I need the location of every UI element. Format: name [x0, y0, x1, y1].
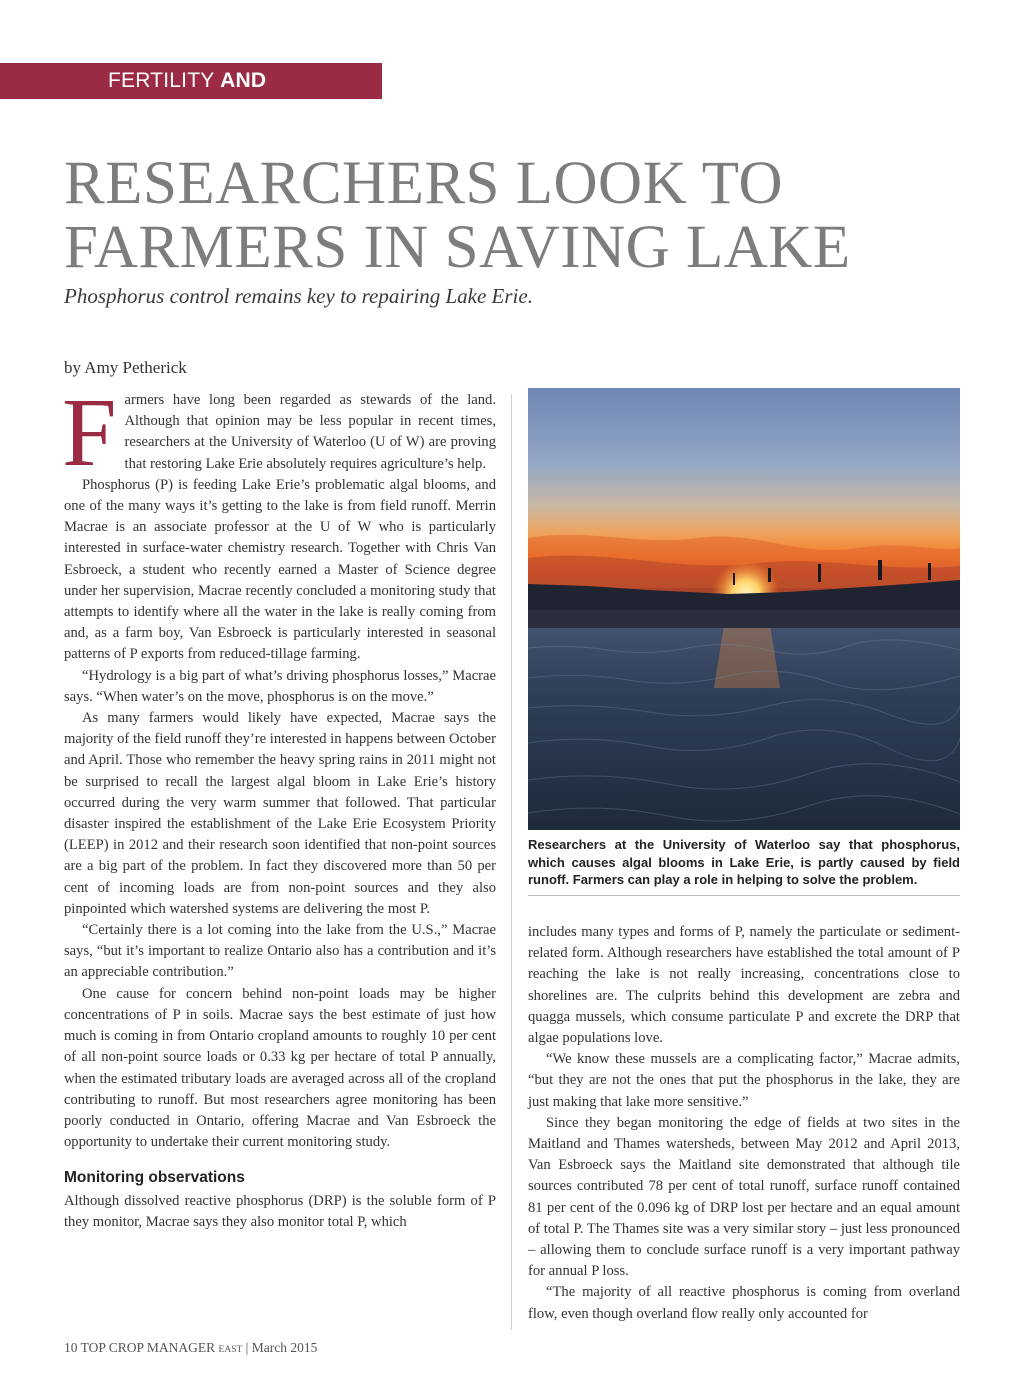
footer-separator: | — [245, 1340, 249, 1355]
paragraph-7: Although dissolved reactive phosphorus (DRP) is the soluble form of P they monitor, Macrae says they also monitor total P, which — [64, 1192, 496, 1230]
section-banner — [0, 63, 382, 128]
headline-line-1: RESEARCHERS LOOK TO — [64, 150, 784, 217]
magazine-name: TOP CROP MANAGER — [80, 1340, 216, 1355]
article-column-1 — [62, 379, 496, 1233]
paragraph-4: As many farmers would likely have expected, Macrae says the majority of the field runoff they’re interested in happens between October and April. Those who remember the heavy spring rains in 2011 might not be surprised to recall the largest algal bloom in Lake Erie’s history occurred during the very warm summer that followed. That particular disaster inspired the establishment of the Lake Erie Ecosystem Priority (LEEP) in 2012 and their research soon identified that non-point sources are a big part of the problem. In fact they discovered more than 50 per cent of incoming loads are from non-point sources and they also pinpointed which watershed systems are delivering the most P. — [64, 710, 496, 917]
page-number: 10 — [64, 1340, 78, 1355]
headline — [64, 152, 964, 280]
paragraph-1: Farmers have long been regarded as stewards of the land. Although that opinion may be less popular in recent times, researchers at the University of Waterloo (U of W) are proving that restoring Lake Erie absolutely requires agriculture’s help. — [62, 379, 496, 487]
issue-date: March 2015 — [251, 1340, 318, 1355]
paragraph-2: Phosphorus (P) is feeding Lake Erie’s problematic algal blooms, and one of the many ways it’s getting to the lake is from field runoff. Merrin Macrae is an associate professor at the U of W who is particularly interested in surface-water chemistry research. Together with Chris Van Esbroeck, a student who recently earned a Master of Science degree under her supervision, Macrae recently concluded a monitoring study that attempts to identify where all the water in the lake is really coming from and, as a farm boy, Van Esbroeck is particularly interested in seasonal patterns of P exports from reduced-tillage farming. — [64, 476, 496, 663]
section-label-light: FERTILITY — [108, 69, 215, 92]
paragraph-8: includes many types and forms of P, namely the particulate or sediment-related form. Although researchers have established the total amount of P reaching the lake is not really increasing, concentrations close to shorelines are. The culprits behind this development are zebra and quagga mussels, which consume particulate P and excrete the DRP that algae populations love. — [528, 924, 960, 1047]
section-label-bold: AND NUTRIENTS — [108, 69, 267, 128]
byline: by Amy Petherick — [64, 358, 187, 377]
deck: Phosphorus control remains key to repairing Lake Erie. — [64, 284, 533, 308]
article-column-2 — [528, 922, 960, 1325]
paragraph-6: One cause for concern behind non-point loads may be higher concentrations of P in soils. Macrae says the best estimate of just how much is coming in from Ontario cropland amounts to roughly 10 per cent of all non-point source loads or 0.33 kg per hectare of total P annually, when the estimated tributary loads are averaged across all of the cropland contributing to runoff. But most researchers agree monitoring has been poorly conducted in Ontario, offering Macrae and Van Esbroeck the opportunity to undertake their current monitoring study. — [64, 985, 496, 1151]
photo-caption: Researchers at the University of Waterloo say that phosphorus, which causes algal blooms in Lake Erie, is partly caused by field runoff. Farmers can play a role in helping to solve the problem. — [528, 836, 960, 896]
page-footer — [64, 1340, 317, 1356]
magazine-edition: EAST — [218, 1345, 243, 1355]
paragraph-3: “Hydrology is a big part of what’s driving phosphorus losses,” Macrae says. “When water’s on the move, phosphorus is on the move.” — [64, 667, 496, 705]
paragraph-9: “We know these mussels are a complicating factor,” Macrae admits, “but they are not the ones that put the phosphorus in the lake, they are just making that lake more sensitive.” — [528, 1051, 960, 1110]
column-divider — [511, 394, 512, 1330]
headline-line-2: FARMERS IN SAVING LAKE — [64, 214, 851, 281]
dropcap: F — [62, 379, 117, 487]
paragraph-11: “The majority of all reactive phosphorus is coming from overland flow, even though overland flow really only accounted for — [528, 1284, 960, 1322]
paragraph-5: “Certainly there is a lot coming into the lake from the U.S.,” Macrae says, “but it’s important to realize Ontario also has a contribution and it’s an appreciable contribution.” — [64, 922, 496, 981]
subhead-monitoring: Monitoring observations — [64, 1169, 245, 1187]
sunset-lake-photo — [528, 388, 960, 830]
paragraph-10: Since they began monitoring the edge of fields at two sites in the Maitland and Thames watersheds, between May 2012 and April 2013, Van Esbroeck says the Maitland site demonstrated that although tile sources contributed 78 per cent of total runoff, surface runoff contained 81 per cent of the 0.096 kg of DRP lost per hectare and an equal amount of total P. The Thames site was a very similar story – just less pronounced – allowing them to conclude surface runoff is a very important pathway for annual P loss. — [528, 1114, 960, 1280]
